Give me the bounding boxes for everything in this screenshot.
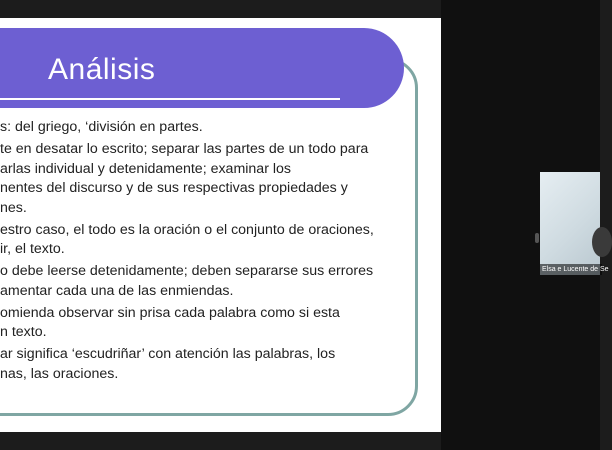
bullet-line: ir, el texto.	[0, 241, 65, 257]
bullet-line: o debe leerse detenidamente; deben separarse sus errores	[0, 263, 374, 279]
slide-title: Análisis	[48, 53, 156, 86]
bullet-line: estro caso, el todo es la oración o el conjunto de oraciones,	[0, 221, 374, 238]
bullet-item	[0, 304, 410, 343]
bullet-line: nes.	[0, 199, 27, 216]
bullet-line: amentar cada una de las enmiendas.	[0, 282, 234, 299]
bullet-item	[0, 262, 410, 301]
bullet-line: arlas individual y detenidamente; examinar los	[0, 160, 292, 177]
bullet-item	[0, 118, 410, 138]
participant-avatar	[592, 227, 612, 257]
bullet-item	[0, 345, 410, 384]
bullet-line: nas, las oraciones.	[0, 365, 119, 382]
panel-resize-handle[interactable]	[535, 233, 539, 243]
bullet-line: n texto.	[0, 324, 47, 340]
bullet-line: omienda observar sin prisa cada palabra como si esta	[0, 304, 340, 321]
bullet-line: te en desatar lo escrito; separar las partes de un todo para	[0, 141, 369, 157]
participant-video-tile[interactable]	[540, 172, 609, 275]
bullet-list	[0, 118, 410, 387]
bullet-line: s: del griego, ‘división en partes.	[0, 119, 203, 135]
title-banner	[0, 28, 404, 108]
participant-name: Elsa e Lucente de Se	[542, 266, 609, 273]
bottom-bar	[0, 432, 441, 450]
presentation-slide	[0, 18, 441, 432]
bullet-item	[0, 221, 410, 260]
bullet-line: ar significa ‘escudriñar’ con atención las palabras, los	[0, 346, 336, 362]
title-underline	[0, 98, 340, 100]
bullet-item	[0, 140, 410, 218]
bullet-line: nentes del discurso y de sus respectivas propiedades y	[0, 180, 348, 196]
